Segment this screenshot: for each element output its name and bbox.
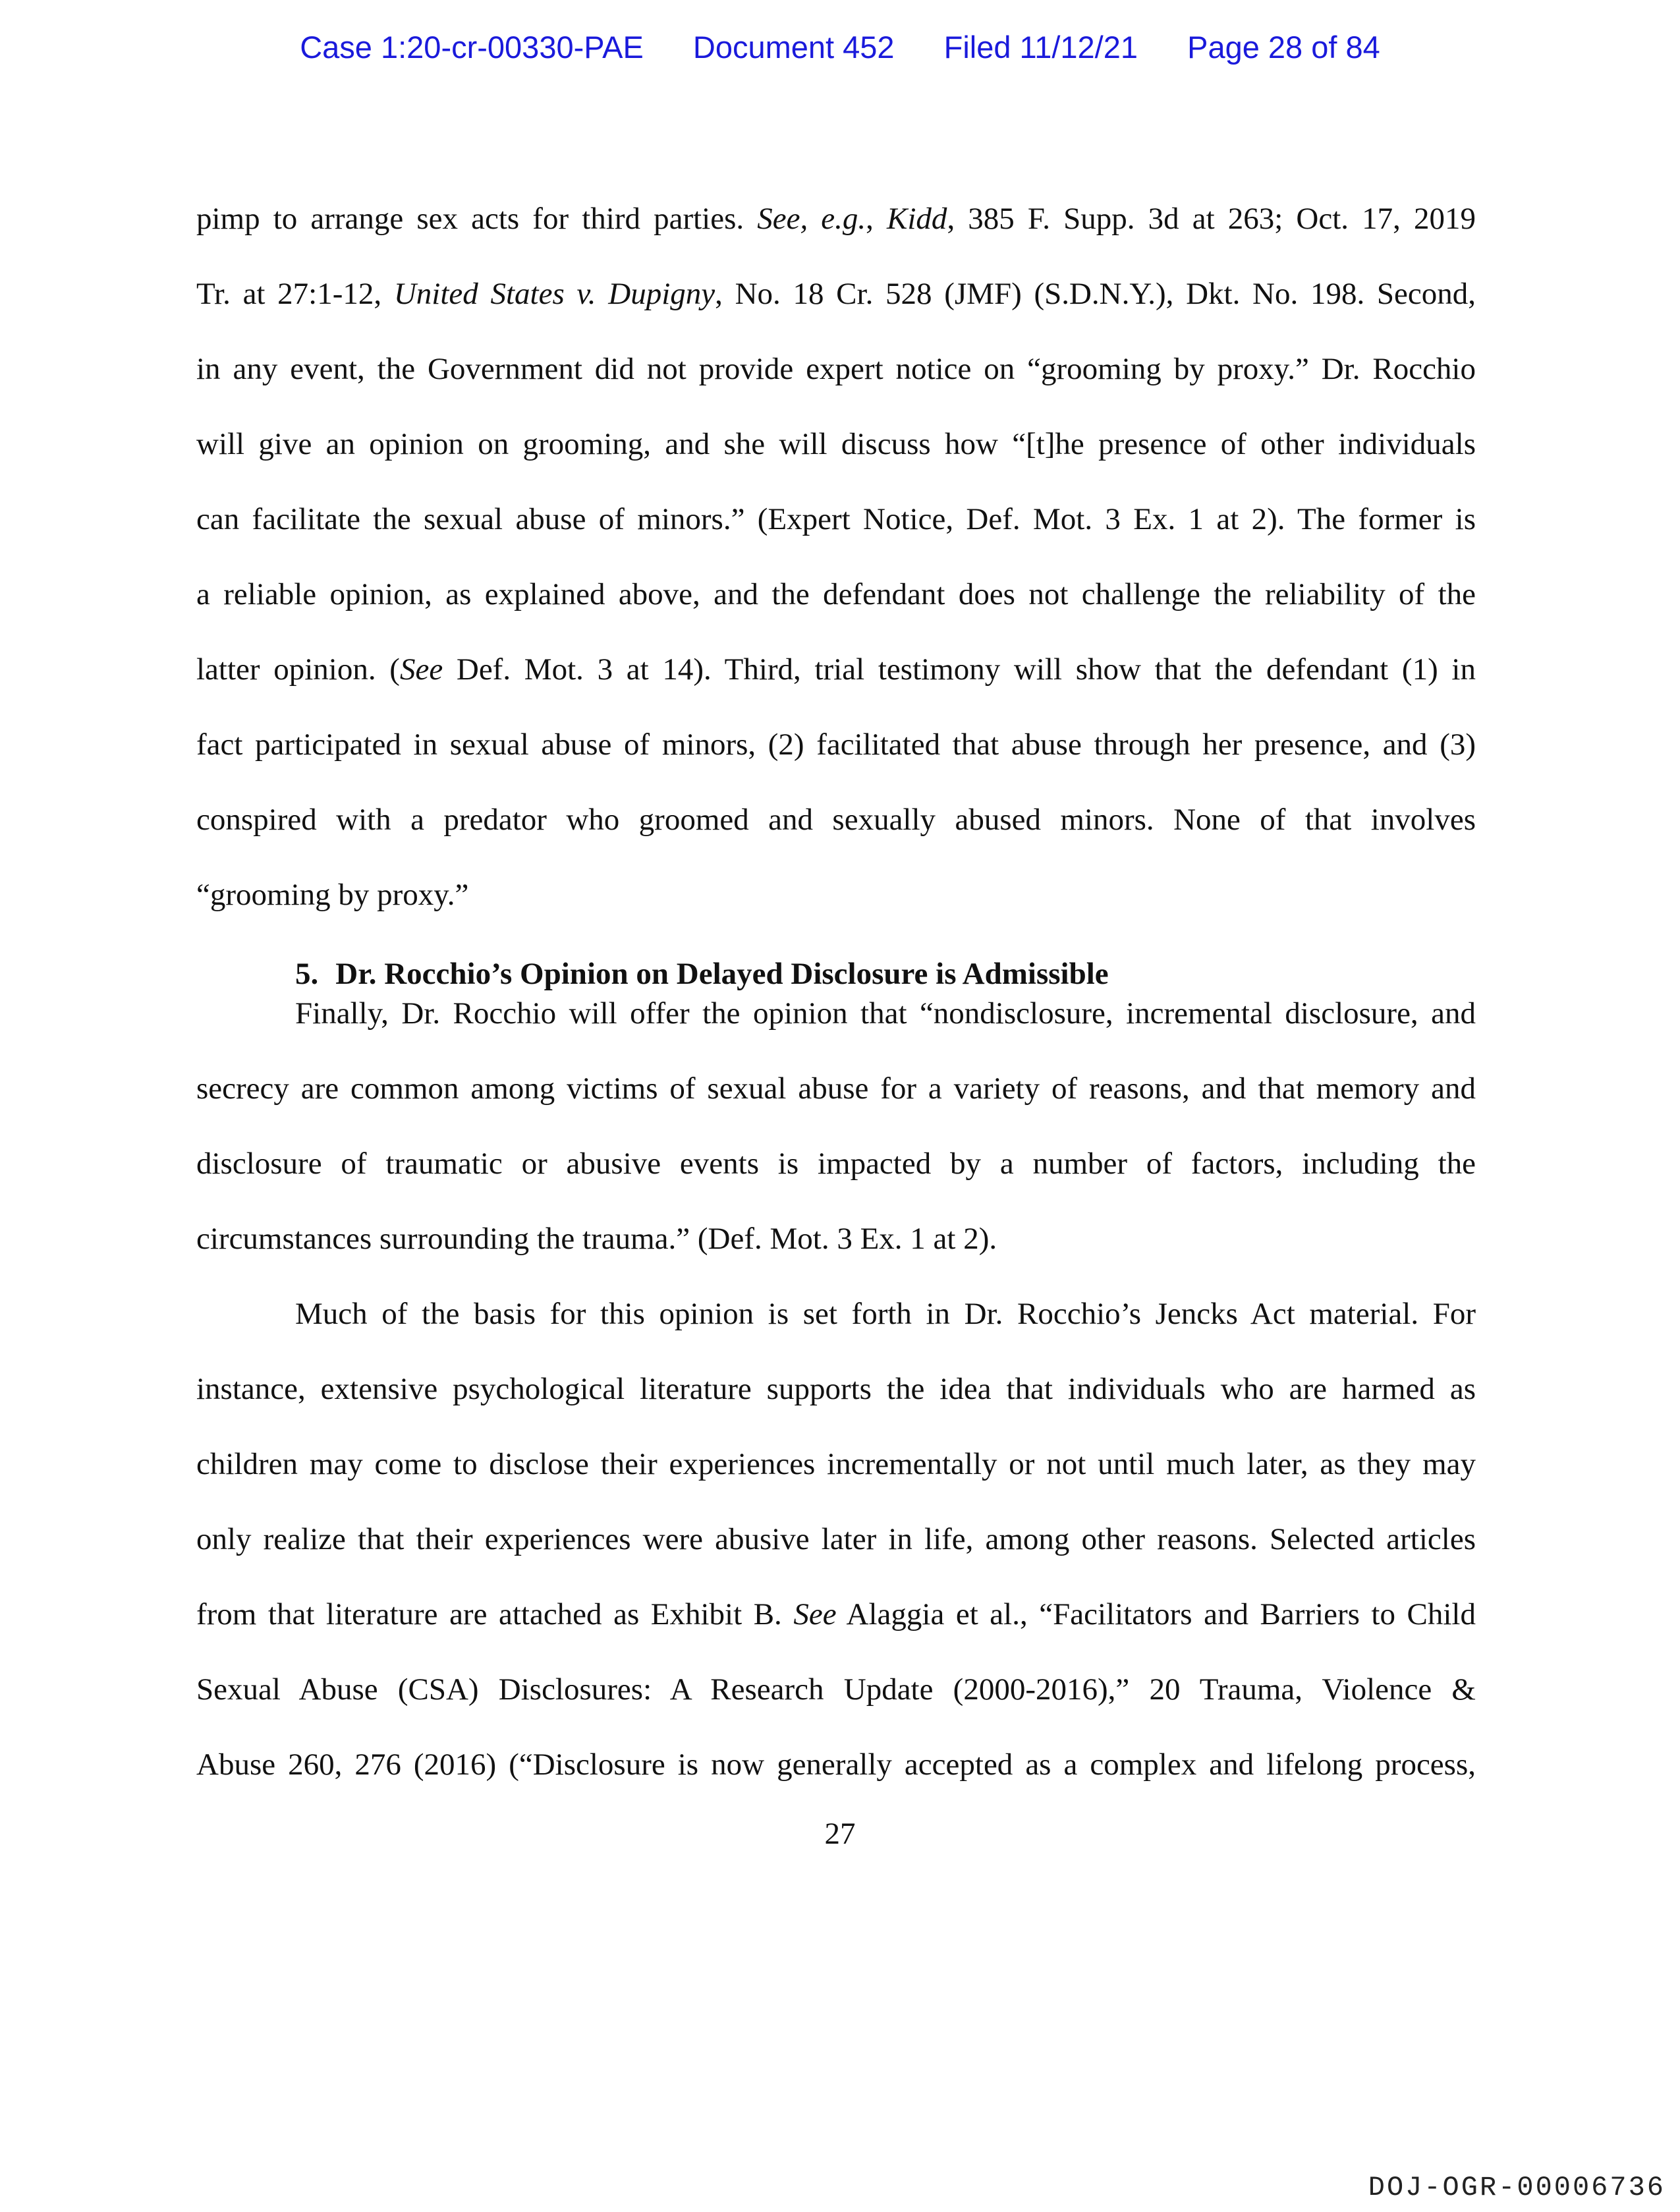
text-line: conspired with a predator who groomed and sexually abused minors. None of that involves: [196, 803, 1476, 837]
text-line: latter opinion. (See Def. Mot. 3 at 14). Third, trial testimony will show that the defendant (1) in: [196, 652, 1476, 687]
ecf-filing-header: [0, 29, 1680, 65]
text-line: “grooming by proxy.”: [196, 878, 469, 912]
text-line: from that literature are attached as Exhibit B. See Alaggia et al., “Facilitators and Barriers to Child: [196, 1597, 1476, 1631]
text-line: in any event, the Government did not provide expert notice on “grooming by proxy.” Dr. Rocchio: [196, 352, 1476, 386]
text-line: pimp to arrange sex acts for third parties. See, e.g., Kidd, 385 F. Supp. 3d at 263; Oct. 17, 2019: [196, 202, 1476, 236]
text-line: Tr. at 27:1-12, United States v. Dupigny, No. 18 Cr. 528 (JMF) (S.D.N.Y.), Dkt. No. 198. Second,: [196, 277, 1476, 311]
section-title: Dr. Rocchio’s Opinion on Delayed Disclosure is Admissible: [335, 957, 1109, 991]
text-line: will give an opinion on grooming, and she will discuss how “[t]he presence of other individuals: [196, 427, 1476, 461]
text-line: children may come to disclose their experiences incrementally or not until much later, as they may: [196, 1447, 1476, 1481]
page-number: 27: [824, 1817, 856, 1851]
section-heading: [295, 954, 1109, 994]
text-line: fact participated in sexual abuse of minors, (2) facilitated that abuse through her presence, and (3): [196, 727, 1476, 762]
text-line: Abuse 260, 276 (2016) (“Disclosure is now generally accepted as a complex and lifelong process,: [196, 1747, 1476, 1782]
text-line: secrecy are common among victims of sexual abuse for a variety of reasons, and that memory and: [196, 1071, 1476, 1106]
text-line: only realize that their experiences were abusive later in life, among other reasons. Selected articles: [196, 1522, 1476, 1556]
text-line: Sexual Abuse (CSA) Disclosures: A Research Update (2000-2016),” 20 Trauma, Violence &: [196, 1672, 1476, 1707]
page-indicator: Page 28 of 84: [1187, 30, 1380, 65]
filed-date: Filed 11/12/21: [943, 30, 1138, 65]
document-number: Document 452: [692, 30, 895, 65]
bates-number: DOJ-OGR-00006736: [1368, 2172, 1666, 2203]
text-line: disclosure of traumatic or abusive events is impacted by a number of factors, including the: [196, 1147, 1476, 1181]
text-line: Finally, Dr. Rocchio will offer the opinion that “nondisclosure, incremental disclosure, and: [295, 996, 1476, 1031]
section-number: 5.: [295, 957, 319, 991]
text-line: a reliable opinion, as explained above, and the defendant does not challenge the reliability of the: [196, 577, 1476, 611]
text-line: circumstances surrounding the trauma.” (Def. Mot. 3 Ex. 1 at 2).: [196, 1222, 997, 1256]
text-line: instance, extensive psychological literature supports the idea that individuals who are harmed as: [196, 1372, 1476, 1406]
case-number: Case 1:20-cr-00330-PAE: [300, 30, 644, 65]
text-line: can facilitate the sexual abuse of minors.” (Expert Notice, Def. Mot. 3 Ex. 1 at 2). The former is: [196, 502, 1476, 536]
text-line: Much of the basis for this opinion is set forth in Dr. Rocchio’s Jencks Act material. For: [295, 1297, 1476, 1331]
